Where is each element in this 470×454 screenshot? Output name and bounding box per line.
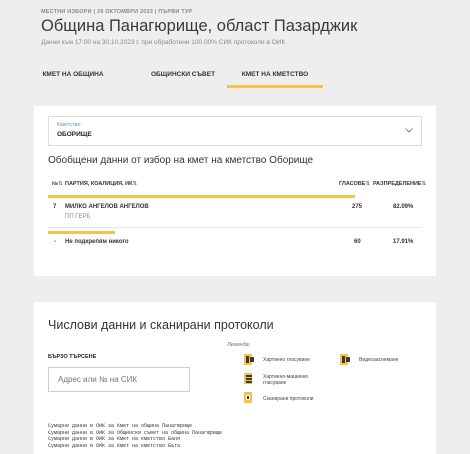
votes-value: 60 bbox=[354, 239, 361, 245]
page-title: Община Панагюрище, област Пазарджик bbox=[41, 17, 358, 35]
legend-label: Хартиено-машинно гласуване bbox=[263, 374, 309, 386]
protocols-card bbox=[34, 302, 436, 454]
chevron-down-icon bbox=[405, 125, 413, 135]
page-header bbox=[0, 0, 470, 96]
legend-label: Сканирани протоколи bbox=[263, 396, 314, 402]
row-divider bbox=[48, 227, 422, 228]
summary-link[interactable]: Сумарни данни в ОИК за Общински съвет на община Панагюрище bbox=[48, 429, 223, 436]
town-select-label: Кметство bbox=[57, 122, 81, 128]
quick-search-label: БЪРЗО ТЪРСЕНЕ bbox=[48, 354, 97, 360]
result-bar bbox=[48, 195, 355, 198]
legend-label: Хартиено гласуване bbox=[263, 357, 310, 363]
col-header-num[interactable]: №⇅ bbox=[52, 181, 63, 187]
paper-vote-icon bbox=[244, 353, 254, 365]
protocols-title: Числови данни и сканирани протоколи bbox=[48, 318, 274, 332]
candidate-party: ПП ГЕРБ bbox=[65, 214, 91, 220]
share-value: 17.91% bbox=[393, 239, 414, 245]
summary-link[interactable]: Сумарни данни в ОИК за Кмет на кметство Баня bbox=[48, 436, 181, 442]
row-num: - bbox=[54, 239, 56, 245]
paper-machine-vote-icon bbox=[244, 372, 254, 384]
col-header-party[interactable]: ПАРТИЯ, КОАЛИЦИЯ, ИК⇅ bbox=[65, 181, 138, 187]
share-value: 82.09% bbox=[393, 204, 414, 210]
summary-link[interactable]: Сумарни данни в ОИК за Кмет на кметство Бъта bbox=[48, 442, 181, 449]
candidate-name: Не подкрепям никого bbox=[65, 239, 129, 245]
result-bar bbox=[48, 231, 115, 234]
candidate-name: МИЛКО АНГЕЛОВ АНГЕЛОВ bbox=[65, 204, 149, 210]
election-eyebrow: МЕСТНИ ИЗБОРИ | 29 ОКТОМВРИ 2023 | ПЪРВИ ТУР bbox=[41, 9, 193, 15]
results-title: Обобщени данни от избор на кмет на кметство Оборище bbox=[48, 155, 314, 166]
legend-title: Легенда: bbox=[227, 342, 251, 348]
col-header-votes[interactable]: ГЛАСОВЕ⇅ bbox=[339, 181, 371, 187]
scanned-protocols-icon bbox=[244, 391, 254, 403]
summary-links bbox=[48, 423, 222, 449]
row-num: 7 bbox=[53, 204, 57, 210]
town-select-value: ОБОРИЩЕ bbox=[57, 131, 92, 138]
tab-mayor-town[interactable]: КМЕТ НА КМЕТСТВО bbox=[227, 64, 323, 88]
legend-label: Видеозаснемане bbox=[359, 357, 399, 363]
tab-mayor-municipality[interactable]: КМЕТ НА ОБЩИНА bbox=[42, 71, 104, 78]
town-select[interactable] bbox=[48, 116, 422, 146]
results-card bbox=[34, 106, 436, 276]
votes-value: 275 bbox=[352, 204, 363, 210]
page-subtitle: Данни към 17:00 на 30.10.2023 г. при обработени 100.00% СИК протоколи в ОИК bbox=[41, 39, 286, 46]
col-header-share[interactable]: РАЗПРЕДЕЛЕНИЕ⇅ bbox=[373, 181, 427, 187]
summary-link[interactable]: Сумарни данни в ОИК за Кмет на община Панагюрище bbox=[48, 423, 193, 429]
search-input[interactable] bbox=[48, 367, 190, 392]
tab-municipal-council[interactable]: ОБЩИНСКИ СЪВЕТ bbox=[150, 71, 216, 78]
video-icon bbox=[340, 353, 350, 365]
